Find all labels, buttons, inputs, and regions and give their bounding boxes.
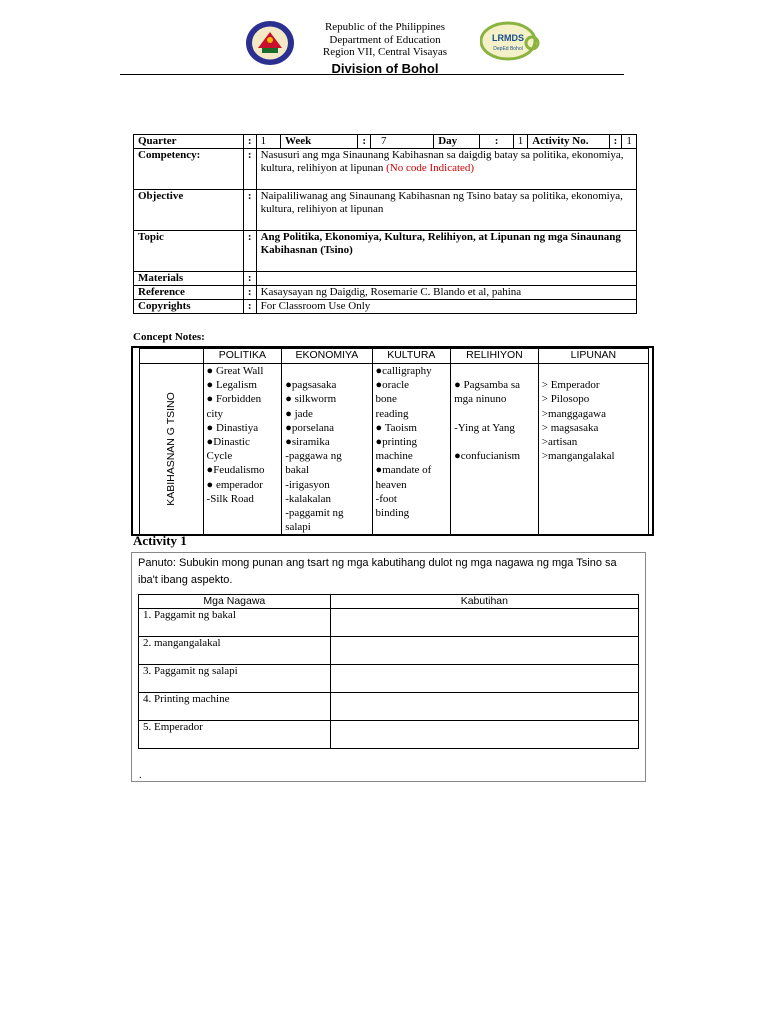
answer-cell[interactable]: [330, 665, 638, 693]
cell-line: reading: [375, 407, 409, 420]
quarter-value: 1: [256, 135, 280, 149]
cell-line: machine: [375, 450, 413, 463]
table-row: [139, 665, 639, 693]
cell-line: >manggagawa: [541, 407, 606, 420]
header-rule: [120, 74, 624, 75]
cell-line: ● Pagsamba sa: [454, 379, 521, 392]
header-lipunan: LIPUNAN: [538, 349, 648, 364]
cell-line: ●confucianism: [454, 450, 521, 463]
table-row: [139, 693, 639, 721]
quarter-label: Quarter: [134, 135, 244, 149]
cell-line: -irigasyon: [285, 478, 330, 491]
table-row: [139, 637, 639, 665]
row-label: 3. Paggamit ng salapi: [139, 665, 331, 693]
activity-title: Activity 1: [133, 533, 187, 548]
cell-line: ● silkworm: [285, 393, 337, 406]
copyrights-text: For Classroom Use Only: [256, 300, 636, 314]
competency-text: Nasusuri ang mga Sinaunang Kabihasnan sa daigdig batay sa politika, ekonomiya, kultura, relihiyon at lipunan (No code Indicated): [256, 149, 636, 190]
col-mga-nagawa: Mga Nagawa: [139, 595, 331, 609]
answer-cell[interactable]: [330, 637, 638, 665]
concept-notes-table: [139, 348, 649, 535]
cell-line: -kalakalan: [285, 492, 331, 505]
row-label: 1. Paggamit ng bakal: [139, 609, 331, 637]
header-text: [300, 21, 470, 59]
cell-line: ●mandate of: [375, 464, 432, 477]
cell-line: ● jade: [285, 407, 313, 420]
col-kabutihan: Kabutihan: [330, 595, 638, 609]
cell-line: heaven: [375, 478, 407, 491]
cell-line: -paggawa ng: [285, 450, 342, 463]
cell-line: ●calligraphy: [375, 365, 432, 377]
day-label: Day: [434, 135, 480, 149]
header-line-2: Department of Education: [329, 33, 441, 46]
reference-text: Kasaysayan ng Daigdig, Rosemarie C. Blando et al, pahina: [256, 286, 636, 300]
week-value: 7: [371, 135, 434, 149]
cell-line: [454, 364, 535, 378]
competency-note: (No code Indicated): [386, 162, 475, 174]
lesson-info-table: Quarter : 1 Week : 7 Day : 1 Activity No. : 1 Competency: : Nasusuri ang mga Sinaunang Kabihasnan sa daigdig batay sa politika, ekonomiya, kultura, relihiyon at lipunan (No code Indicated) Objective : Naipaliliwanag ang Sinaunang Kabihasnan ng Tsino batay sa politika, ekonomiya, kultura, relihiyon at lipunan Topic : Ang Politika, Ekonomiya, Kultura, Relihiyon, at Lipunan ng mga Sinaunang Kabihasnan (Tsino) Materials : Reference : Kasaysayan ng Daigdig, Rosemarie C. Blando et al, pahina Copyrights : For Classroom Use Only: [133, 134, 637, 314]
cell-line: [542, 364, 645, 378]
cell-line: -Silk Road: [206, 492, 254, 505]
cell-line: > Emperador: [541, 379, 600, 392]
cell-line: ●oracle: [375, 379, 410, 392]
competency-label: Competency:: [134, 149, 244, 190]
politika-cell: [203, 364, 282, 535]
cell-line: ● Legalism: [206, 379, 257, 392]
activity-table: [138, 594, 639, 749]
cell-line: ●siramika: [285, 436, 330, 449]
concept-notes-box: [131, 346, 654, 536]
cell-line: >artisan: [541, 436, 578, 449]
topic-text: Ang Politika, Ekonomiya, Kultura, Relihiyon, at Lipunan ng mga Sinaunang Kabihasnan (Tsino): [256, 231, 636, 272]
reference-label: Reference: [134, 286, 244, 300]
header-kultura: KULTURA: [372, 349, 451, 364]
copyrights-label: Copyrights: [134, 300, 244, 314]
objective-text: Naipaliliwanag ang Sinaunang Kabihasnan ng Tsino batay sa politika, ekonomiya, kultura, relihiyon at lipunan: [256, 190, 636, 231]
cell-line: ●printing: [375, 436, 418, 449]
ekonomiya-cell: [282, 364, 372, 535]
answer-cell[interactable]: [330, 693, 638, 721]
cell-line: city: [206, 407, 224, 420]
cell-line: ● Dinastiya: [206, 421, 259, 434]
cell-line: bone: [375, 393, 397, 406]
answer-cell[interactable]: [330, 721, 638, 749]
lrmds-logo-text: LRMDS: [492, 33, 524, 43]
table-row: [139, 721, 639, 749]
cell-line: [454, 407, 535, 421]
cell-line: ● emperador: [206, 478, 263, 491]
cell-line: ●Feudalismo: [206, 464, 265, 477]
table-row: [139, 609, 639, 637]
cell-line: -Ying at Yang: [454, 421, 515, 434]
row-label: 4. Printing machine: [139, 693, 331, 721]
division-name: Division of Bohol: [331, 61, 439, 76]
cell-line: [454, 435, 535, 449]
day-value: 1: [513, 135, 528, 149]
row-label: 2. mangangalakal: [139, 637, 331, 665]
side-label: KABIHASNAN G TSINO: [165, 392, 178, 507]
activity-instructions: Panuto: Subukin mong punan ang tsart ng mga kabutihang dulot ng mga nagawa ng mga Tsino sa iba't ibang aspekto.: [138, 557, 617, 586]
cell-line: mga ninuno: [454, 393, 507, 406]
cell-line: > Pilosopo: [541, 393, 590, 406]
materials-text: [256, 272, 636, 286]
objective-label: Objective: [134, 190, 244, 231]
concept-notes-label: Concept Notes:: [133, 331, 205, 343]
row-label: 5. Emperador: [139, 721, 331, 749]
cell-line: binding: [375, 507, 410, 520]
cell-line: -foot: [375, 492, 397, 505]
cell-line: ● Great Wall: [206, 365, 264, 377]
lipunan-cell: [538, 364, 648, 535]
activity-no-label: Activity No.: [528, 135, 609, 149]
kultura-cell: [372, 364, 451, 535]
cell-line: [285, 364, 368, 378]
answer-cell[interactable]: [330, 609, 638, 637]
header-line-1: Republic of the Philippines: [324, 21, 446, 33]
activity-no-value: 1: [622, 135, 637, 149]
cell-line: ● Forbidden: [206, 393, 262, 406]
cell-line: Cycle: [206, 450, 233, 463]
side-label-cell: [140, 364, 204, 535]
cell-line: >mangangalakal: [541, 450, 615, 463]
header-ekonomiya: EKONOMIYA: [282, 349, 372, 364]
header-politika: POLITIKA: [203, 349, 282, 364]
deped-seal-logo: [244, 20, 296, 66]
header-relihiyon: RELIHIYON: [451, 349, 539, 364]
lrmds-logo-sub: DepEd Bohol: [493, 46, 523, 52]
cell-line: bakal: [285, 464, 310, 477]
cell-line: ● Taoism: [375, 421, 417, 434]
materials-label: Materials: [134, 272, 244, 286]
relihiyon-cell: [451, 364, 539, 535]
cell-line: ●porselana: [285, 421, 334, 434]
week-label: Week: [281, 135, 358, 149]
trailing-dot: .: [139, 770, 142, 781]
lrmds-logo: [480, 21, 540, 61]
cell-line: -paggamit ng: [285, 507, 344, 520]
cell-line: ●pagsasaka: [285, 379, 337, 392]
header-line-3: Region VII, Central Visayas: [322, 46, 448, 58]
topic-label: Topic: [134, 231, 244, 272]
cell-line: > magsasaka: [541, 421, 599, 434]
cell-line: salapi: [285, 521, 311, 534]
cell-line: ●Dinastic: [206, 436, 250, 449]
